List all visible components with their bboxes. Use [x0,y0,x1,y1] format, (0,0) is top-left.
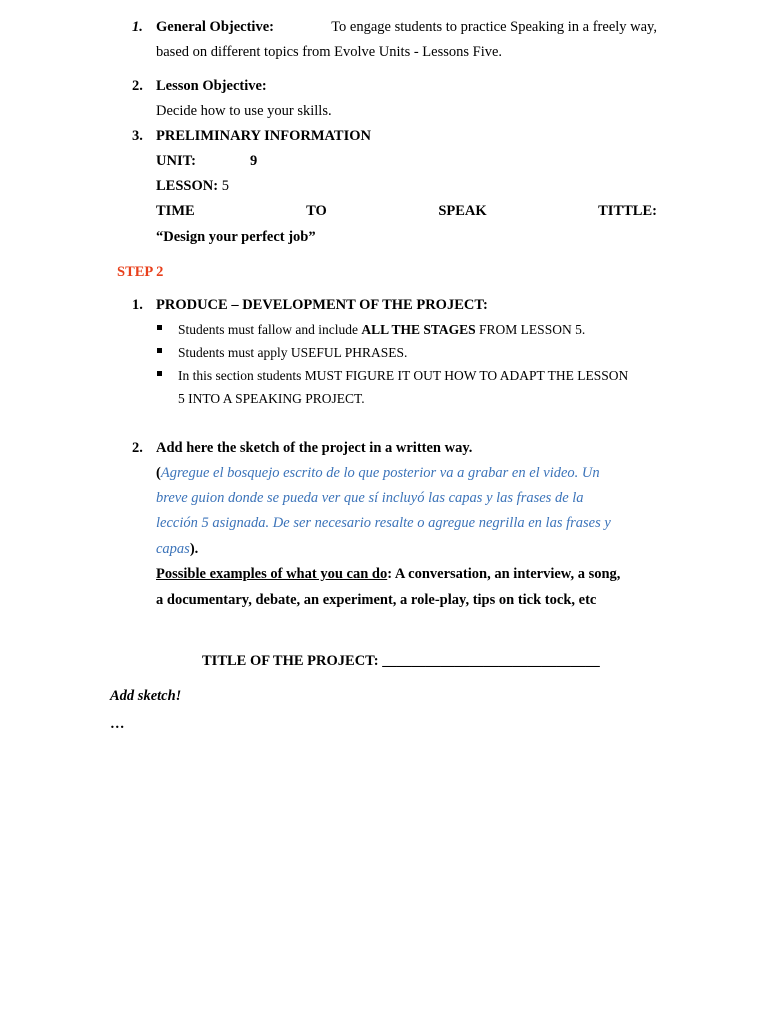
title-word: SPEAK [438,203,487,219]
spanish-text: Agregue el bosquejo escrito de lo que posterior va a grabar en el video. Un [160,465,600,481]
bullet-item: In this section students MUST FIGURE IT OUT HOW TO ADAPT THE LESSON [178,368,629,383]
bullet-item [178,321,585,339]
item-number: 3. [132,128,143,144]
spanish-text: capas [156,541,190,557]
bullet-text: FROM LESSON 5. [475,322,586,337]
item-number: 2. [132,440,143,456]
paren-close: ). [189,541,199,557]
lesson-objective-label: Lesson Objective: [156,78,267,94]
item-number: 1. [132,297,143,313]
title-word: TO [306,203,327,219]
bullet-emphasis: ALL THE STAGES [361,322,476,337]
lesson-label: LESSON: [156,178,219,194]
item-number: 2. [132,78,143,94]
spanish-instructions-line4 [156,540,198,558]
project-title-blank: ______________________________ [382,653,600,669]
lesson-title-value: “Design your perfect job” [156,229,316,245]
paren-open: ( [156,465,161,481]
examples-line2: a documentary, debate, an experiment, a role-play, tips on tick tock, etc [156,592,597,608]
general-objective-line2: based on different topics from Evolve Units - Lessons Five. [156,44,503,60]
examples-line1 [156,565,620,583]
spanish-instructions-line1 [156,464,600,482]
unit-label: UNIT: [156,153,197,169]
examples-label: Possible examples of what you can do [156,566,388,582]
general-objective-label: General Objective: [156,19,274,35]
bullet-icon [157,371,162,376]
lesson-objective-text: Decide how to use your skills. [156,103,332,119]
add-sketch-label: Add sketch! [110,688,182,704]
spanish-instructions-line3: lección 5 asignada. De ser necesario resalte o agregue negrilla en las frases y [156,515,611,531]
preliminary-information-heading: PRELIMINARY INFORMATION [156,128,371,144]
bullet-item-continued: 5 INTO A SPEAKING PROJECT. [178,391,365,406]
examples-text: : A conversation, an interview, a song, [387,566,621,582]
general-objective-text: To engage students to practice Speaking in a freely way, [331,19,657,35]
project-title-line [202,652,600,670]
unit-value: 9 [250,153,258,169]
title-word: TITTLE: [598,203,657,219]
bullet-item: Students must apply USEFUL PHRASES. [178,345,408,360]
title-words-line [156,202,657,220]
bullet-text: Students must fallow and include [178,322,362,337]
sketch-heading: Add here the sketch of the project in a written way. [156,440,473,456]
lesson-line [156,177,229,195]
item-number: 1. [132,19,143,35]
spanish-instructions-line2: breve guion donde se pueda ver que sí incluyó las capas y las frases de la [156,490,584,506]
project-title-label: TITLE OF THE PROJECT: [202,653,379,669]
produce-heading: PRODUCE – DEVELOPMENT OF THE PROJECT: [156,297,488,313]
title-word: TIME [156,203,195,219]
bullet-icon [157,348,162,353]
lesson-value: 5 [221,178,229,194]
general-objective-line1 [156,18,657,36]
ellipsis: … [110,716,125,732]
step-heading: STEP 2 [117,264,164,280]
bullet-icon [157,325,162,330]
